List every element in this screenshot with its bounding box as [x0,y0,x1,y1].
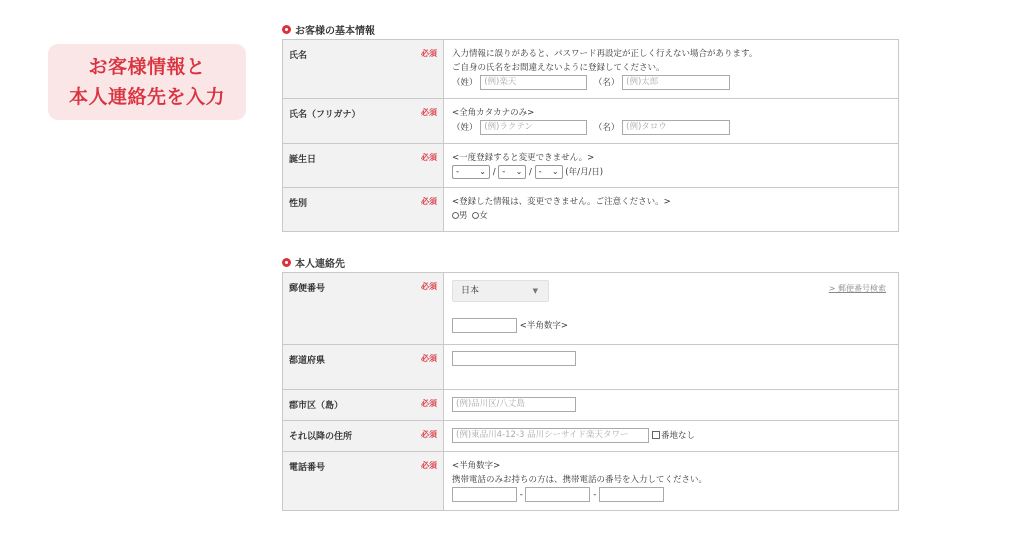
birth-day-select[interactable]: - ⌄ [535,165,563,179]
row-prefecture [283,345,899,390]
no-street-number-label[interactable]: 番地なし [661,431,696,441]
date-format-hint: (年/月/日) [565,167,604,178]
first-name-kana-input[interactable]: (例)タロウ [622,120,730,135]
row-phone [283,452,899,511]
value-cell [444,144,899,188]
required-badge: 必須 [421,49,437,58]
postal-lookup-link[interactable]: > 郵便番号検索 [828,284,886,293]
phone-dash: - [519,490,523,500]
label-cell [283,99,444,144]
field-label: 氏名 [289,51,308,61]
kana-note: <全角カタカナのみ> [452,108,535,118]
required-badge: 必須 [421,197,437,206]
name-note-1: 入力情報に誤りがあると、パスワード再設定が正しく行えない場合があります。 [452,49,758,59]
country-select[interactable]: 日本 ▼ [452,280,549,302]
prefecture-input[interactable] [452,351,576,366]
callout-banner [48,44,246,120]
label-cell [283,188,444,232]
row-postal [283,273,899,345]
gender-male-label[interactable]: 男 [459,211,468,221]
required-badge: 必須 [421,108,437,117]
field-label: 郵便番号 [289,284,326,294]
phone-note-1: <半角数字> [452,461,501,471]
row-gender [283,188,899,232]
value-cell [444,390,899,421]
phone-part-1-input[interactable] [452,487,517,502]
required-badge: 必須 [421,430,437,439]
field-label: 性別 [289,199,308,209]
label-cell [283,452,444,511]
value-cell [444,273,899,345]
field-label: 氏名（フリガナ） [289,110,361,120]
field-label: それ以降の住所 [289,432,353,442]
mei-label: （名） [593,78,620,88]
sei-label: （姓） [452,123,478,133]
contact-section-title [282,255,345,270]
date-separator: / [528,167,532,178]
chevron-down-icon: ⌄ [551,167,559,176]
row-name [283,40,899,99]
label-cell [283,273,444,345]
date-separator: / [492,167,496,178]
required-badge: 必須 [421,282,437,291]
basic-info-table [282,39,899,232]
section-bullet-icon [282,258,291,267]
phone-dash: - [593,490,597,500]
callout-line-1: お客様情報と [88,56,206,78]
field-label: 郡市区（島） [289,401,344,411]
phone-part-3-input[interactable] [599,487,664,502]
field-label: 都道府県 [289,356,326,366]
basic-info-section-title [282,22,375,37]
no-street-number-checkbox[interactable] [652,431,660,439]
chevron-down-icon: ⌄ [479,167,486,176]
postal-hint: <半角数字> [519,321,568,331]
value-cell [444,188,899,232]
value-cell [444,40,899,99]
field-label: 誕生日 [289,155,317,165]
label-cell [283,390,444,421]
row-city [283,390,899,421]
first-name-input[interactable]: (例)太郎 [622,75,730,90]
birthday-note: <一度登録すると変更できません。> [452,153,595,163]
row-street [283,421,899,452]
postal-code-input[interactable] [452,318,517,333]
last-name-kana-input[interactable]: (例)ラクテン [480,120,587,135]
street-address-input[interactable]: (例)東品川4-12-3 品川シーサイド楽天タワー [452,428,649,443]
required-badge: 必須 [421,354,437,363]
phone-part-2-input[interactable] [525,487,590,502]
required-badge: 必須 [421,461,437,470]
label-cell [283,144,444,188]
required-badge: 必須 [421,399,437,408]
label-cell [283,345,444,390]
last-name-input[interactable]: (例)楽天 [480,75,587,90]
city-input[interactable]: (例)品川区/八丈島 [452,397,576,412]
value-cell [444,452,899,511]
section-title-text: 本人連絡先 [295,259,345,270]
mei-label: （名） [593,123,620,133]
label-cell [283,421,444,452]
section-bullet-icon [282,25,291,34]
value-cell [444,99,899,144]
gender-female-label[interactable]: 女 [479,211,488,221]
callout-line-2: 本人連絡先を入力 [68,86,225,108]
required-badge: 必須 [421,153,437,162]
phone-note-2: 携帯電話のみお持ちの方は、携帯電話の番号を入力してください。 [452,475,708,485]
name-note-2: ご自身の氏名をお間違えないように登録してください。 [452,63,665,73]
row-birthday [283,144,899,188]
field-label: 電話番号 [289,463,326,473]
row-kana [283,99,899,144]
chevron-down-icon: ⌄ [515,167,523,176]
label-cell [283,40,444,99]
birth-year-select[interactable]: - ⌄ [452,165,490,179]
section-title-text: お客様の基本情報 [295,26,375,37]
sei-label: （姓） [452,78,478,88]
birth-month-select[interactable]: - ⌄ [498,165,526,179]
value-cell [444,345,899,390]
value-cell [444,421,899,452]
caret-down-icon: ▼ [532,287,538,295]
contact-table [282,272,899,511]
gender-note: <登録した情報は、変更できません。ご注意ください。> [452,197,671,207]
gender-male-radio[interactable] [452,212,459,219]
